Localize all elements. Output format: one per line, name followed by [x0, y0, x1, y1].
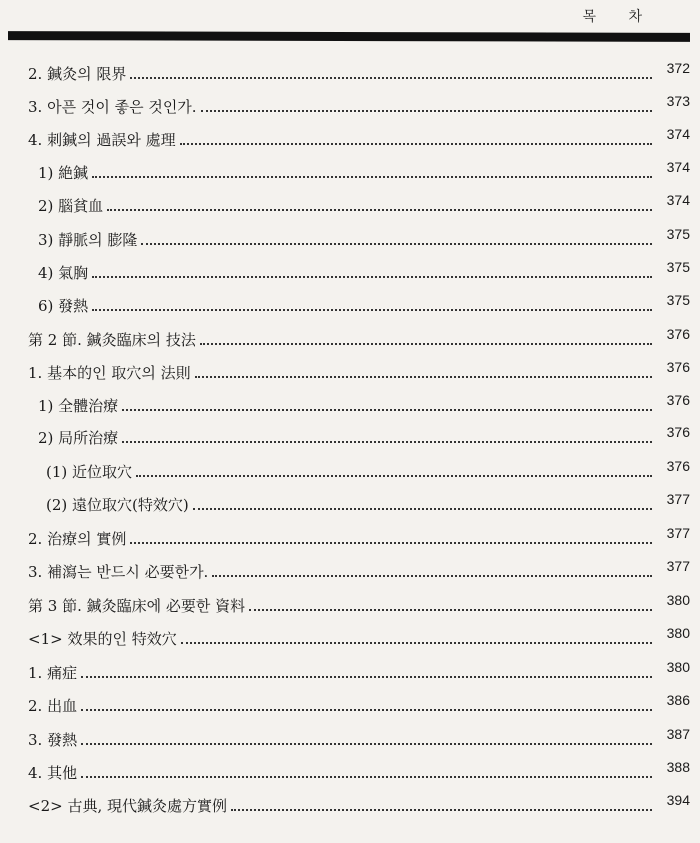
toc-entry-title: 2) 腦貧血: [38, 197, 104, 215]
toc-entry-page-number: 374: [666, 126, 690, 142]
toc-entry-title: 4) 氣胸: [38, 264, 89, 282]
dot-leader: [81, 708, 652, 711]
toc-entry: [0, 119, 700, 149]
dot-leader: [92, 175, 652, 178]
toc-entry: [0, 285, 700, 315]
dot-leader: [193, 507, 652, 510]
toc-entry-title: 2) 局所治療: [38, 429, 119, 447]
dot-leader: [122, 440, 652, 443]
toc-entry-title: 1) 全體治療: [38, 397, 119, 415]
toc-entry-title: 3. 아픈 것이 좋은 것인가.: [28, 98, 197, 116]
running-head: 목 차: [582, 9, 656, 25]
toc-entry: [0, 417, 700, 447]
toc-entry-page-number: 387: [666, 726, 690, 742]
dot-leader: [81, 675, 652, 678]
toc-entry-title: 2. 鍼灸의 限界: [28, 65, 127, 83]
toc-entry: [0, 152, 700, 182]
toc-entry: [0, 585, 700, 615]
dot-leader: [212, 574, 652, 577]
toc-entry: [0, 319, 700, 349]
toc-entry: [0, 518, 700, 548]
dot-leader: [141, 242, 652, 245]
toc-entry-page-number: 380: [666, 625, 690, 641]
toc-entry-page-number: 376: [666, 326, 690, 342]
toc-entry-page-number: 380: [666, 592, 690, 608]
dot-leader: [81, 775, 652, 778]
toc-entry: [0, 551, 700, 581]
toc-entry-title: 第 2 節. 鍼灸臨床의 技法: [28, 331, 196, 349]
toc-entry-page-number: 394: [666, 792, 690, 808]
toc-entry-title: 1. 痛症: [28, 664, 78, 682]
toc-entry-page-number: 374: [666, 159, 690, 175]
toc-entry: [0, 219, 700, 249]
toc-entry-title: 3. 補瀉는 반드시 必要한가.: [28, 563, 209, 581]
dot-leader: [130, 541, 652, 544]
dot-leader: [136, 474, 652, 477]
dot-leader: [92, 275, 652, 278]
toc-entry-page-number: 386: [666, 692, 690, 708]
toc-entry-title: 第 3 節. 鍼灸臨床에 必要한 資料: [28, 597, 246, 615]
toc-entry: [0, 185, 700, 215]
toc-entry-title: 2. 出血: [28, 697, 78, 715]
dot-leader: [122, 408, 652, 411]
toc-entry-title: 3. 發熱: [28, 731, 78, 749]
toc-entry-title: 2. 治療의 實例: [28, 530, 127, 548]
dot-leader: [92, 308, 652, 311]
toc-entry-page-number: 388: [666, 759, 690, 775]
toc-entry: [0, 785, 700, 815]
toc-entry-page-number: 375: [666, 292, 690, 308]
toc-entry: [0, 451, 700, 481]
toc-entry: [0, 484, 700, 514]
toc-entry-page-number: 380: [666, 659, 690, 675]
toc-entry-title: (2) 遠位取穴(特效穴): [46, 496, 189, 514]
toc-entry-title: <1> 效果的인 特效穴: [28, 630, 177, 648]
header-rule: [8, 31, 690, 42]
toc-entry: [0, 252, 700, 282]
dot-leader: [195, 375, 652, 378]
toc-entry: [0, 685, 700, 715]
toc-entry-page-number: 372: [666, 60, 690, 76]
toc-entry-page-number: 376: [666, 424, 690, 440]
toc-entry-page-number: 375: [666, 226, 690, 242]
toc-entry-title: <2> 古典, 現代鍼灸處方實例: [28, 797, 227, 815]
toc-entry: [0, 618, 700, 648]
toc-entry-title: 4. 其他: [28, 764, 78, 782]
toc-entry: [0, 53, 700, 83]
dot-leader: [107, 208, 652, 211]
toc-entry-page-number: 374: [666, 192, 690, 208]
dot-leader: [231, 808, 652, 811]
toc-entry-page-number: 375: [666, 259, 690, 275]
toc-entry-page-number: 376: [666, 392, 690, 408]
toc-entry: [0, 752, 700, 782]
dot-leader: [81, 742, 652, 745]
dot-leader: [181, 641, 652, 644]
dot-leader: [130, 76, 652, 79]
toc-entry-title: (1) 近位取穴: [46, 463, 133, 481]
toc-entry-title: 3) 靜脈의 膨隆: [38, 231, 138, 249]
toc-entry-page-number: 377: [666, 491, 690, 507]
dot-leader: [200, 342, 652, 345]
dot-leader: [249, 608, 652, 611]
toc-entry-title: 6) 發熱: [38, 297, 89, 315]
toc-entry-title: 1. 基本的인 取穴의 法則: [28, 364, 191, 382]
toc-entry: [0, 385, 700, 415]
toc-entry: [0, 352, 700, 382]
dot-leader: [201, 109, 652, 112]
toc-entry: [0, 652, 700, 682]
toc-entry: [0, 719, 700, 749]
dot-leader: [180, 142, 652, 145]
toc-entry-page-number: 376: [666, 458, 690, 474]
toc-entry-page-number: 373: [666, 93, 690, 109]
toc-entry-page-number: 377: [666, 525, 690, 541]
toc-entry-page-number: 376: [666, 359, 690, 375]
toc-entry-page-number: 377: [666, 558, 690, 574]
toc-entry: [0, 86, 700, 116]
toc-entry-title: 1) 絶鍼: [38, 164, 89, 182]
toc-entry-title: 4. 刺鍼의 過誤와 處理: [28, 131, 176, 149]
